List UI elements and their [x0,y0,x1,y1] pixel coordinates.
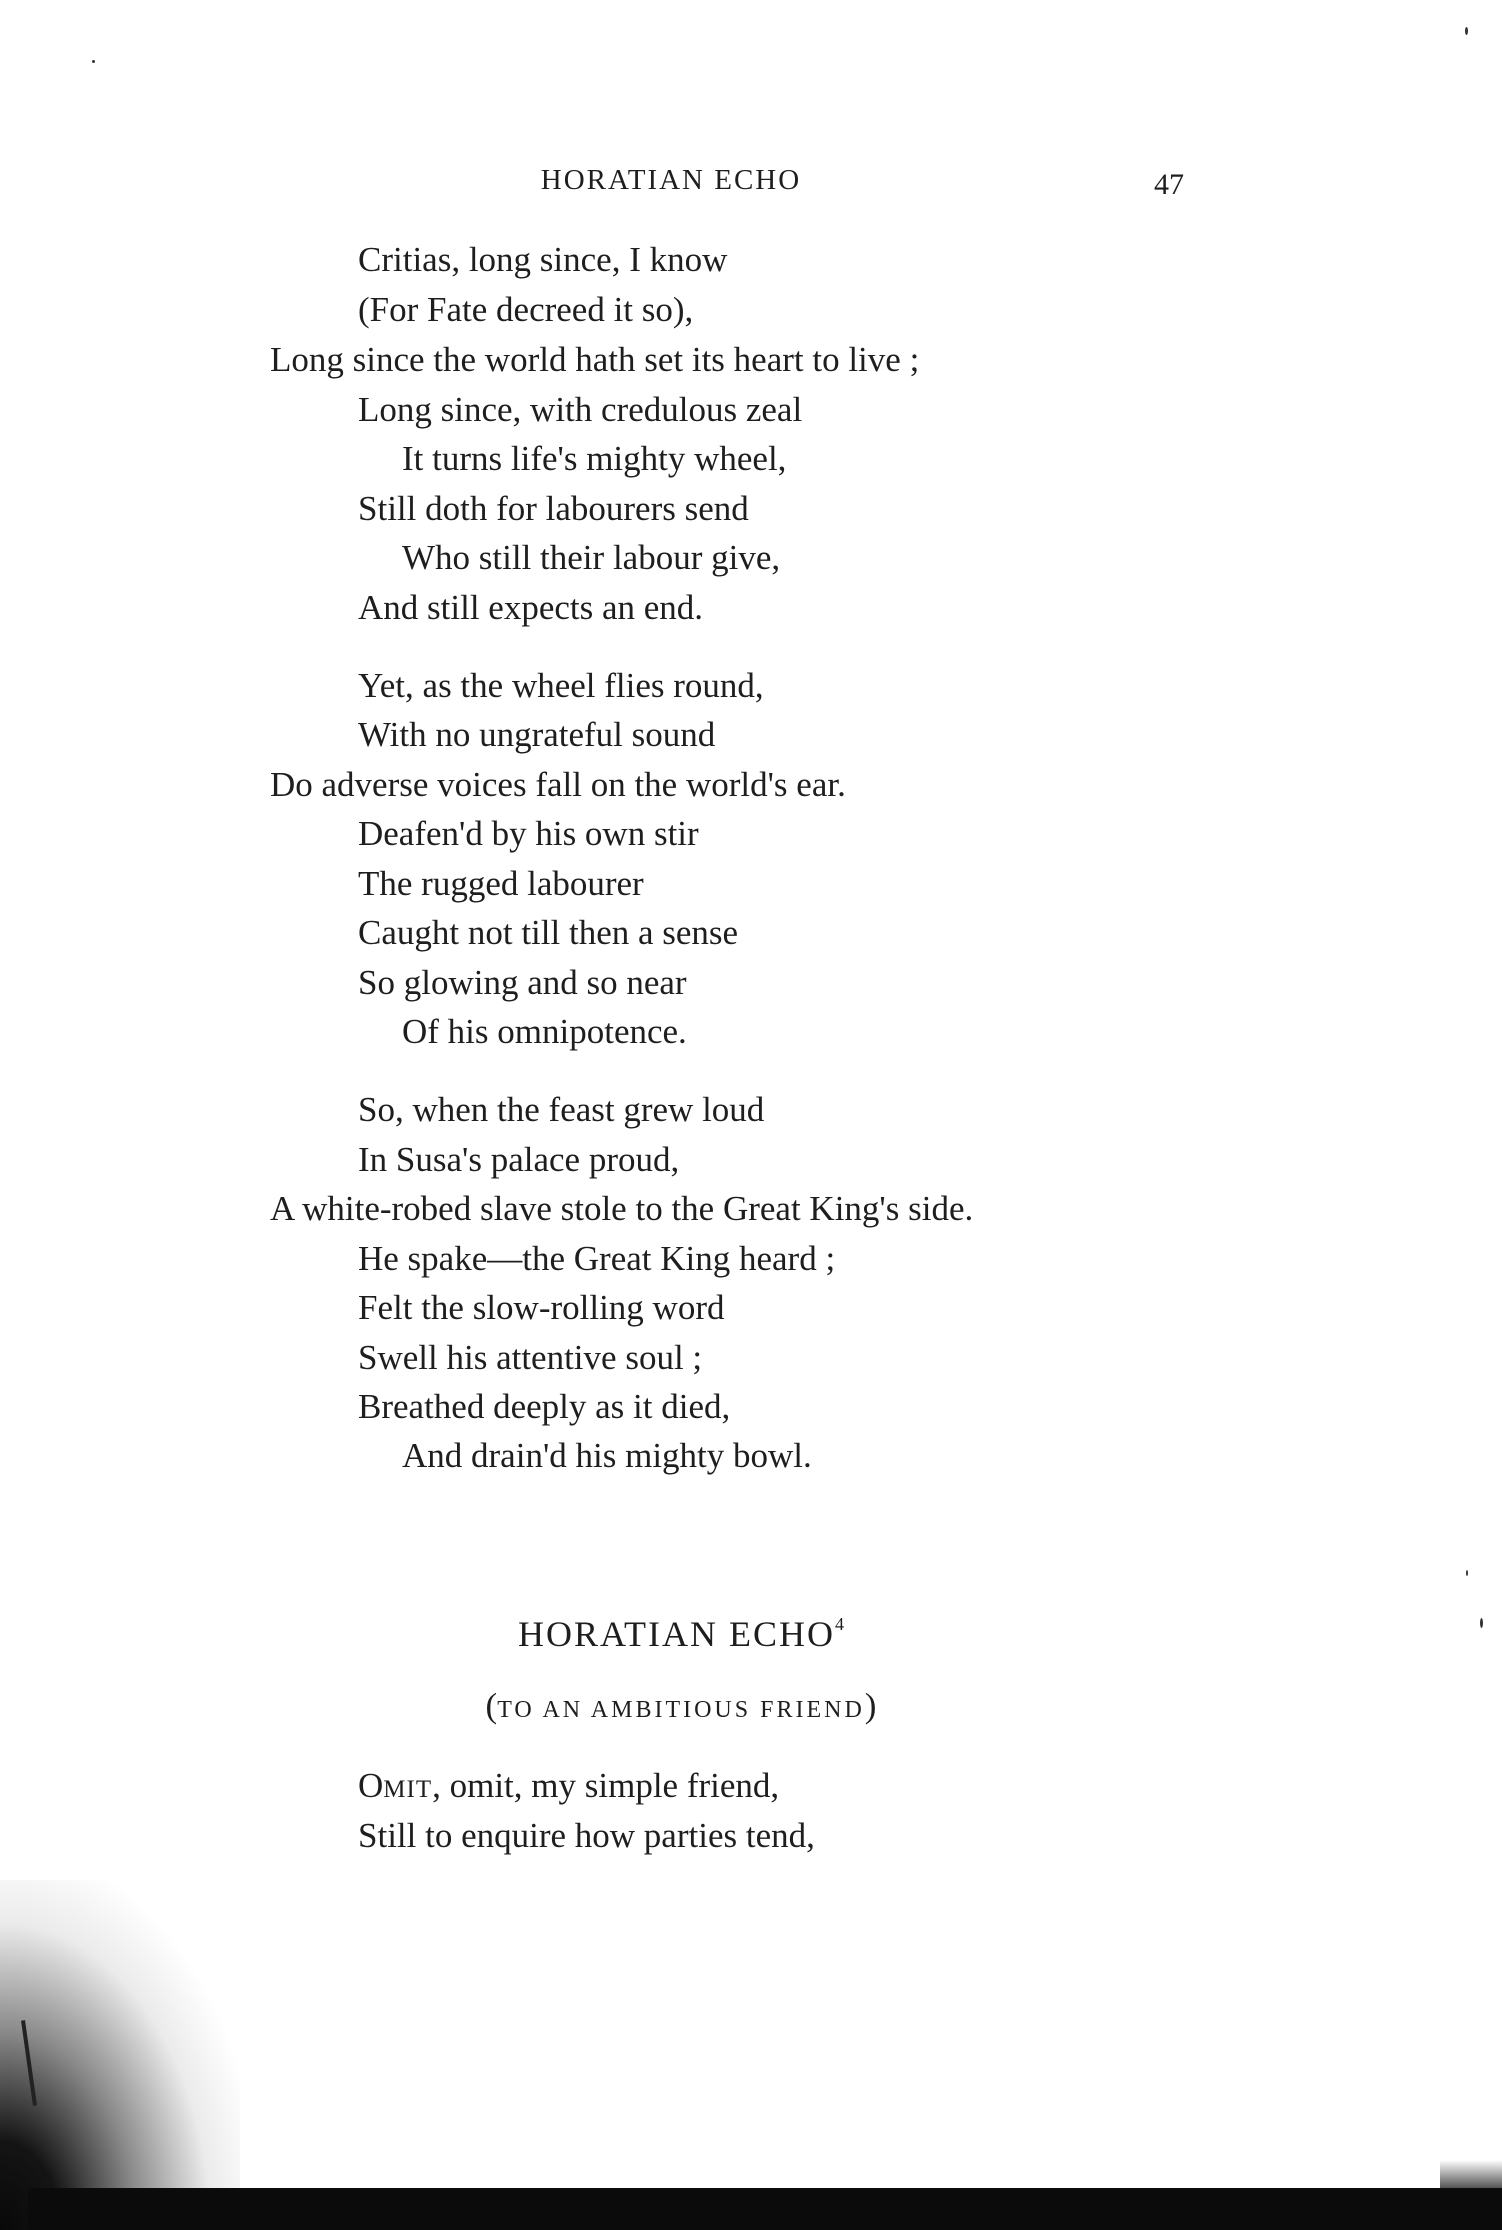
poem-title-text: HORATIAN ECHO [518,1614,835,1654]
close-paren: ) [864,1686,877,1725]
poem-line: Critias, long since, I know [358,240,728,279]
line-rest: , omit, my simple friend, [432,1766,780,1805]
poem-line: Deafen'd by his own stir [358,814,699,853]
poem-line: So, when the feast grew loud [358,1090,765,1129]
poem-line: Do adverse voices fall on the world's ear. [270,765,846,804]
poem-line: Still to enquire how parties tend, [358,1816,815,1855]
poem-line: Long since the world hath set its heart to live ; [270,340,920,379]
poem-line: Caught not till then a sense [358,913,739,952]
poem-line: With no ungrateful sound [358,715,716,754]
poem-line: He spake—the Great King heard ; [358,1239,836,1278]
poem-line: And drain'd his mighty bowl. [402,1436,812,1475]
dedication-text: TO AN AMBITIOUS FRIEND [497,1697,865,1723]
poem-line [358,1764,779,1812]
poem-line: Who still their labour give, [402,538,781,577]
poem-line: (For Fate decreed it so), [358,290,694,329]
poem-line: Of his omnipotence. [402,1012,687,1051]
poem-line: Breathed deeply as it died, [358,1387,731,1426]
scan-speck [1465,27,1468,35]
initial-cap: O [358,1766,384,1805]
poem-line: And still expects an end. [358,588,704,627]
poem-line: Yet, as the wheel flies round, [358,666,764,705]
page-number: 47 [1154,168,1184,201]
scan-shadow [0,1880,240,2230]
poem-line: In Susa's palace proud, [358,1140,680,1179]
poem-line: Felt the slow-rolling word [358,1288,725,1327]
poem-dedication [0,1686,1362,1730]
scan-edge-corner [1440,2160,1502,2200]
footnote-reference: 4 [835,1614,844,1634]
poem-line: Long since, with credulous zeal [358,390,803,429]
scan-speck [1480,1618,1483,1628]
small-caps-rest: MIT [383,1776,433,1803]
scan-edge [28,2188,1502,2230]
poem-title [0,1600,1362,1658]
poem-line: The rugged labourer [358,864,644,903]
poem-line: Swell his attentive soul ; [358,1338,703,1377]
scan-speck [1466,1570,1468,1576]
poem-line: Still doth for labourers send [358,489,749,528]
scan-speck [92,60,95,63]
poem-line: So glowing and so near [358,963,687,1002]
running-title: HORATIAN ECHO [540,164,802,196]
poem-line: A white-robed slave stole to the Great King's side. [270,1189,974,1228]
open-paren: ( [485,1686,498,1725]
poem-line: It turns life's mighty wheel, [402,439,787,478]
